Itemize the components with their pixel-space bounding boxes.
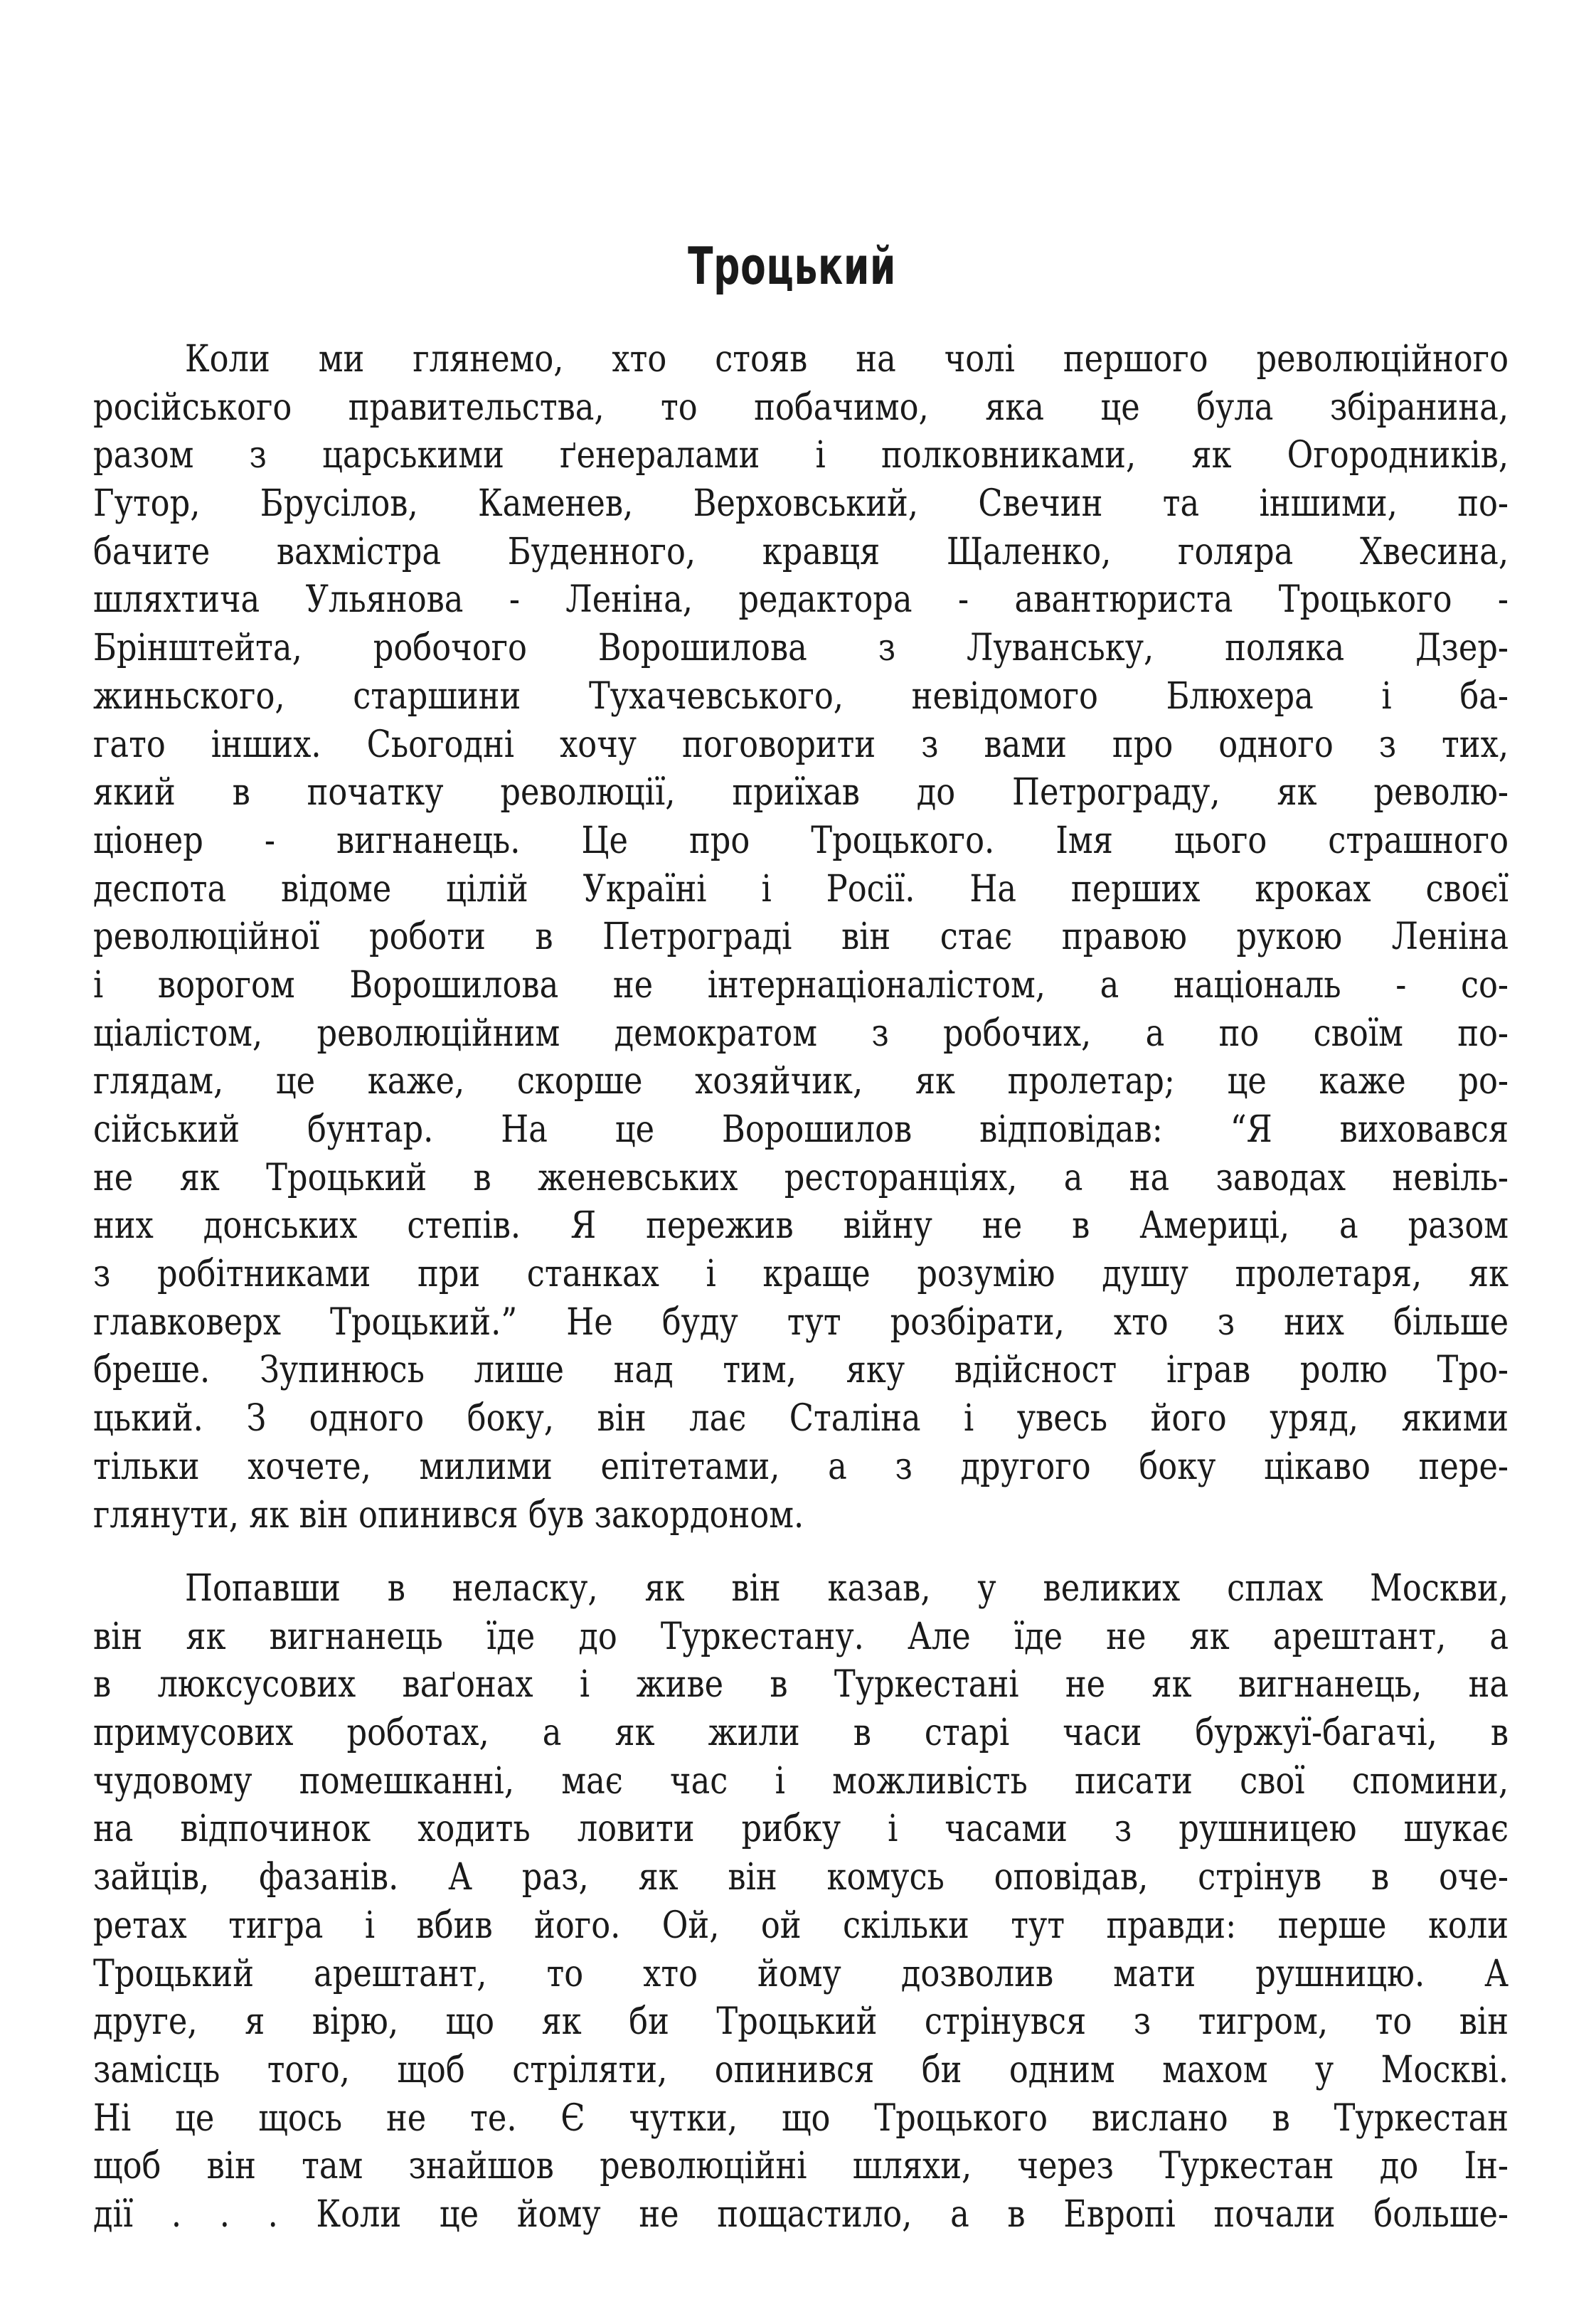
- text-line: і ворогом Ворошилова не інтернаціоналістом, а національ - со-: [93, 963, 1509, 1007]
- text-line: сійський бунтар. На це Ворошилов відповідав: “Я виховався: [93, 1108, 1509, 1151]
- text-line: друге, я вірю, що як би Троцький стрінувся з тигром, то він: [93, 2000, 1509, 2044]
- text-line: зайців, фазанів. А раз, як він комусь оповідав, стрінув в оче-: [93, 1856, 1509, 1899]
- text-line: Троцький арештант, то хто йому дозволив мати рушницю. А: [93, 1952, 1509, 1995]
- text-line: тільки хочете, милими епітетами, а з другого боку цікаво пере-: [93, 1445, 1509, 1488]
- text-line: глянути, як він опинився був закордоном.: [93, 1493, 804, 1537]
- text-line: глядам, це каже, скорше хозяйчик, як пролетар; це каже ро-: [93, 1060, 1509, 1103]
- text-line: Коли ми глянемо, хто стояв на чолі першого революційного: [185, 338, 1509, 381]
- text-line: бреше. Зупинюсь лише над тим, яку вдійсност іграв ролю Тро-: [93, 1349, 1509, 1392]
- text-line: них донських степів. Я пережив війну не в Америці, а разом: [93, 1204, 1509, 1248]
- text-line: він як вигнанець їде до Туркестану. Але їде не як арештант, а: [93, 1615, 1509, 1658]
- paragraph-2: [93, 1565, 1509, 2239]
- text-line: главковерх Троцький.” Не буду тут розбірати, хто з них більше: [93, 1300, 1509, 1344]
- text-line: з робітниками при станках і краще розумію душу пролетаря, як: [93, 1253, 1509, 1296]
- text-line: Попавши в неласку, як він казав, у великих сплах Москви,: [185, 1567, 1509, 1610]
- text-line: ціалістом, революційним демократом з робочих, а по своїм по-: [93, 1012, 1509, 1055]
- text-line: дії . . . Коли це йому не пощастило, а в Европі почали больше-: [93, 2192, 1509, 2236]
- text-line: російського правительства, то побачимо, яка це була збіранина,: [93, 386, 1509, 429]
- text-line: гато інших. Сьогодні хочу поговорити з вами про одного з тих,: [93, 723, 1509, 766]
- text-line: Брінштейта, робочого Ворошилова з Луванську, поляка Дзер-: [93, 627, 1509, 670]
- paragraph-1: [93, 336, 1509, 1539]
- text-line: Ні це щось не те. Є чутки, що Троцького вислано в Туркестан: [93, 2096, 1509, 2140]
- text-line: який в початку революції, приїхав до Петрограду, як револю-: [93, 771, 1509, 815]
- text-line: в люксусових ваґонах і живе в Туркестані не як вигнанець, на: [93, 1663, 1509, 1707]
- text-line: не як Троцький в женевських ресторанціях, а на заводах невіль-: [93, 1156, 1509, 1199]
- page-title: Троцький: [688, 236, 897, 296]
- text-line: ретах тигра і вбив його. Ой, ой скільки тут правди: перше коли: [93, 1904, 1509, 1947]
- text-line: замісць того, щоб стріляти, опинився би одним махом у Москві.: [93, 2048, 1509, 2091]
- text-line: деспота відоме цілій Україні і Росії. На перших кроках своєї: [93, 867, 1509, 911]
- text-line: бачите вахмістра Буденного, кравця Щаленко, голяра Хвесина,: [93, 530, 1509, 573]
- text-line: Гутор, Брусілов, Каменев, Верховський, Свечин та іншими, по-: [93, 482, 1509, 526]
- text-line: чудовому помешканні, має час і можливість писати свої спомини,: [93, 1759, 1509, 1803]
- text-line: ціонер - вигнанець. Це про Троцького. Імя цього страшного: [93, 819, 1509, 862]
- text-line: цький. З одного боку, він лає Сталіна і увесь його уряд, якими: [93, 1397, 1509, 1441]
- text-line: щоб він там знайшов революційні шляхи, через Туркестан до Ін-: [93, 2145, 1509, 2188]
- text-line: революційної роботи в Петрограді він стає правою рукою Леніна: [93, 916, 1509, 959]
- text-line: шляхтича Ульянова - Леніна, редактора - авантюриста Троцького -: [93, 578, 1509, 622]
- text-line: на відпочинок ходить ловити рибку і часами з рушницею шукає: [93, 1808, 1509, 1851]
- text-line: жиньского, старшини Тухачевського, невідомого Блюхера і ба-: [93, 674, 1509, 718]
- text-line: разом з царськими ґенералами і полковниками, як Огородників,: [93, 434, 1509, 477]
- text-line: примусових роботах, а як жили в старі часи буржуї-багачі, в: [93, 1712, 1509, 1755]
